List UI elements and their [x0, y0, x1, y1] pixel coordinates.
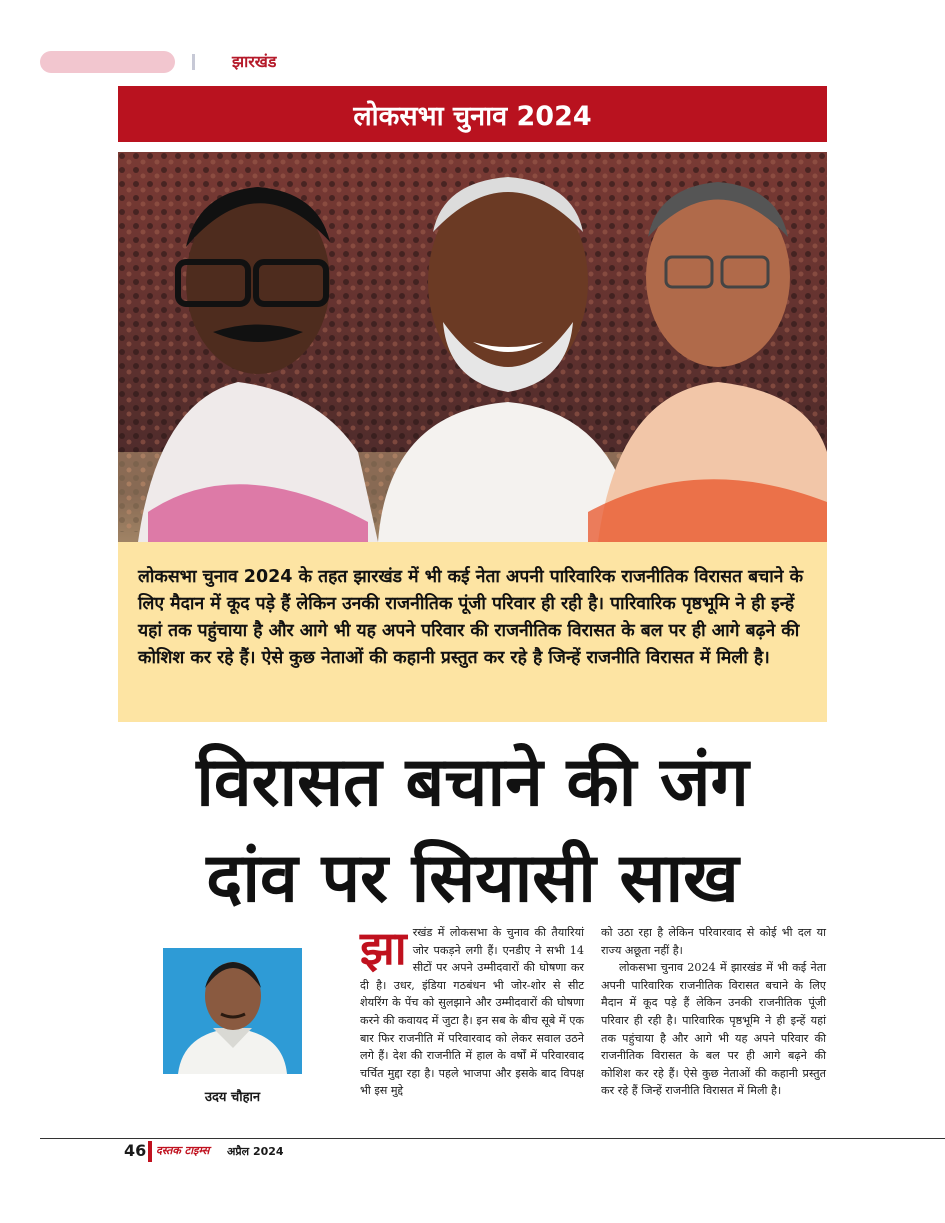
article-paragraph: को उठा रहा है लेकिन परिवारवाद से कोई भी दल या राज्य अछूता नहीं है।: [601, 926, 826, 957]
hero-image: [118, 152, 827, 722]
headline-line-1: विरासत बचाने की जंग: [196, 743, 749, 822]
drop-cap: झा: [360, 921, 407, 975]
author-portrait: [163, 948, 302, 1074]
article-column-2: [601, 924, 826, 1100]
magazine-logo: दस्तक टाइम्स: [156, 1144, 210, 1157]
article-paragraph: लोकसभा चुनाव 2024 में झारखंड में भी कई नेता अपनी पारिवारिक राजनीतिक विरासत बचाने के लिए मैदान में कूद पड़े हैं लेकिन उनकी राजनीतिक पूंजी परिवार ही रही है। पारिवारिक पृष्ठभूमि ने ही इन्हें यहां तक पहुंचाया है और आगे भी यह अपने परिवार की राजनीतिक विरासत के बल पर ही आगे बढ़ने की कोशिश कर रहे हैं। ऐसे कुछ नेताओं की कहानी प्रस्तुत कर रहे हैं जिन्हें राजनीति विरासत में मिली है।: [601, 961, 826, 1098]
headline-line-2: दांव पर सियासी साख: [206, 839, 739, 918]
author-name: उदय चौहान: [204, 1090, 261, 1105]
article-column-1: [360, 921, 584, 1100]
topic-banner: लोकसभा चुनाव 2024: [118, 86, 827, 142]
intro-text: लोकसभा चुनाव 2024 के तहत झारखंड में भी कई नेता अपनी पारिवारिक राजनीतिक विरासत बचाने के लिए मैदान में कूद पड़े हैं लेकिन उनकी राजनीतिक पूंजी परिवार ही रही है। पारिवारिक पृष्ठभूमि ने ही इन्हें यहां तक पहुंचाया है और आगे भी यह अपने परिवार की राजनीतिक विरासत के बल पर ही आगे बढ़ने की कोशिश कर रहे हैं। ऐसे कुछ नेताओं की कहानी प्रस्तुत कर रहे है जिन्हें राजनीति विरासत में मिली है।: [138, 567, 804, 668]
article-paragraph: रखंड में लोकसभा के चुनाव की तैयारियां जोर पकड़ने लगी हैं। एनडीए ने सभी 14 सीटों पर अपने उम्मीदवारों की घोषणा कर दी है। उधर, इंडिया गठबंधन भी जोर-शोर से सीट शेयरिंग के पेंच को सुलझाने और उम्मीदवारों की घोषणा करने की कवायद में जुटा है। इन सब के बीच सूबे में एक बार फिर राजनीति में परिवारवाद को लेकर सवाल उठने लगे हैं। देश की राजनीति में हाल के वर्षों में परिवारवाद चर्चित मुद्दा रहा है। पहले भाजपा और इसके बाद विपक्ष भी इस मुद्दे: [360, 926, 584, 1098]
footer-rule: [40, 1138, 945, 1139]
section-label: झारखंड: [232, 52, 277, 71]
page-number: 46: [124, 1141, 147, 1160]
issue-date: अप्रैल 2024: [227, 1145, 284, 1158]
header-separator: [192, 54, 195, 70]
header-tab-pill: [40, 51, 175, 73]
author-photo: [163, 948, 302, 1074]
footer-divider: [148, 1141, 152, 1162]
